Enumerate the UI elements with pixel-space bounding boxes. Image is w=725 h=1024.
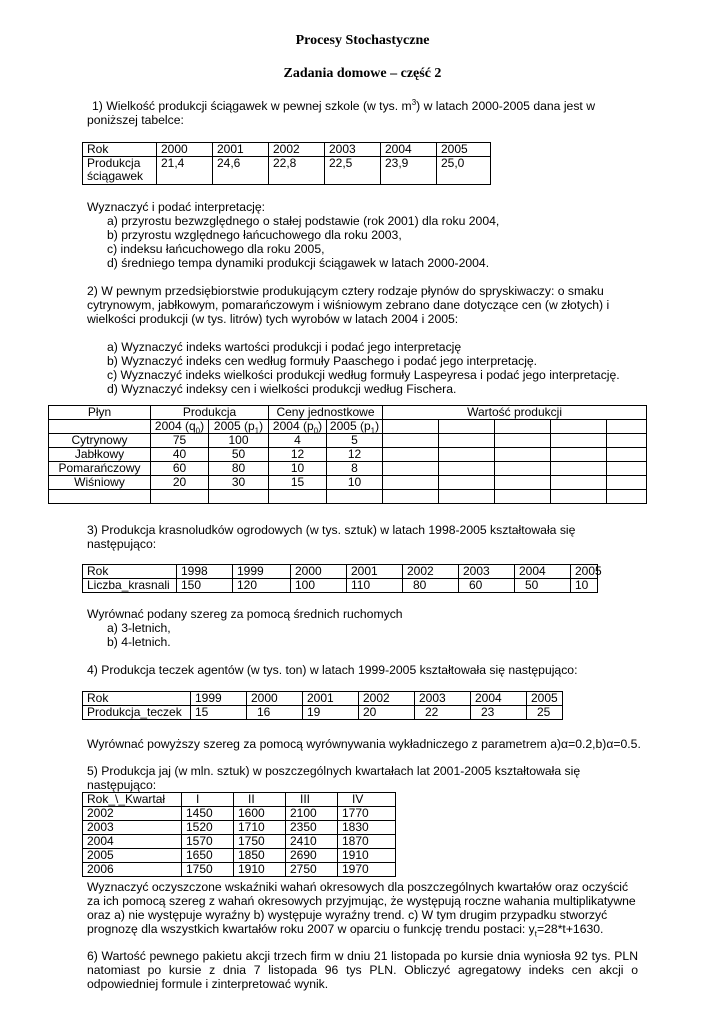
table-cell: 10 (571, 579, 598, 593)
table-cell: 2000 (291, 565, 347, 579)
table-cell (383, 462, 439, 476)
table-cell: 5 (327, 434, 383, 448)
table-cell: 1520 (182, 821, 234, 835)
list-item: a) 3-letnich, (107, 621, 171, 635)
table-cell: 2000 (157, 143, 213, 157)
table-cell (439, 476, 495, 490)
table-cell (607, 462, 647, 476)
table-cell: 8 (327, 462, 383, 476)
table-cell: 30 (209, 476, 269, 490)
table-cell: Rok (83, 143, 157, 157)
table-cell: 1770 (338, 807, 396, 821)
text-line: prognozę dla wszystkich kwartałów roku 2007 w oparciu o funkcję trendu postaci: $y_t=28*t+1630$. (87, 922, 604, 939)
list-item: d) średniego tempa dynamiki produkcji ściągawek w latach 2000-2004. (107, 256, 490, 270)
table-cell (551, 462, 607, 476)
table-cell: 1750 (182, 863, 234, 877)
table-cell: 2005 (83, 849, 182, 863)
table-cell: 15 (269, 476, 327, 490)
table-cell (551, 420, 607, 434)
table-cell: 15 (191, 706, 247, 720)
table-cell: 21,4 (157, 157, 213, 185)
table-cell: 1999 (191, 692, 247, 706)
task1-question: Wyznaczyć i podać interpretację: (87, 200, 266, 214)
text-line: 5) Produkcja jaj (w mln. sztuk) w poszczególnych kwartałach lat 2001-2005 kształtowała się (87, 764, 581, 778)
task5-text (87, 880, 667, 939)
cell-text: Produkcja (87, 156, 141, 170)
list-item: c) Wyznaczyć indeks wielkości produkcji według formuły Laspeyresa i podać jego interpretację. (107, 368, 620, 382)
table-header-cell: Płyn (49, 406, 151, 420)
table-row (49, 462, 647, 476)
table-cell: 2003 (325, 143, 381, 157)
table-cell (607, 420, 647, 434)
text-line: natomiast po kursie z dnia 7 listopada 96 tys PLN. Obliczyć agregatowy indeks cen akcji o (87, 963, 638, 977)
table-cell: 2004 (471, 692, 527, 706)
table-cell: 60 (459, 579, 515, 593)
table-cell (495, 448, 551, 462)
table-cell: 19 (303, 706, 359, 720)
table-cell: 22,5 (325, 157, 381, 185)
table-row (83, 849, 396, 863)
table-header-cell: Ceny jednostkowe (269, 406, 383, 420)
table-row (83, 863, 396, 877)
table-cell: 2004 (83, 835, 182, 849)
table-cell (327, 490, 383, 504)
table-cell: 25,0 (437, 157, 491, 185)
table-cell: 1910 (234, 863, 286, 877)
table-row (83, 565, 598, 579)
table-cell: 2001 (213, 143, 269, 157)
table-cell: 1970 (338, 863, 396, 877)
list-item: b) Wyznaczyć indeks cen według formuły Paaschego i podać jego interpretację. (107, 354, 538, 368)
table-header-cell: II (234, 793, 286, 807)
table-cell: Liczba_krasnali (83, 579, 177, 593)
list-item: b) 4-letnich. (107, 635, 171, 649)
text-line: 2) W pewnym przedsiębiorstwie produkującym cztery rodzaje płynów do spryskiwaczy: o smaku (87, 284, 604, 298)
table-cell: 4 (269, 434, 327, 448)
table-cell: 2002 (403, 565, 459, 579)
table-cell (383, 490, 439, 504)
cell-text: ściągawek (87, 169, 144, 183)
table-cell: 20 (151, 476, 209, 490)
table-cell (151, 490, 209, 504)
table-cell: 2002 (269, 143, 325, 157)
page-subtitle: Zadania domowe – część 2 (283, 66, 442, 81)
table-cell (439, 490, 495, 504)
table-cell: 2004 (515, 565, 571, 579)
table-cell (383, 448, 439, 462)
table-cell (551, 490, 607, 504)
table-cell (495, 462, 551, 476)
table-cell: 2006 (83, 863, 182, 877)
table-cell: 1750 (234, 835, 286, 849)
table-cell: 1850 (234, 849, 286, 863)
table-cell (383, 420, 439, 434)
table-cell: 2350 (286, 821, 338, 835)
text-line: za ich pomocą szereg z wahań okresowych przyjmując, że występują roczne wahania multiplikatywne (87, 894, 636, 908)
table-cell (439, 462, 495, 476)
table-cell: Jabłkowy (49, 448, 151, 462)
table-cell: 12 (269, 448, 327, 462)
text-line: 3) Produkcja krasnoludków ogrodowych (w tys. sztuk) w latach 1998-2005 kształtowała się (87, 523, 576, 537)
task3-question: Wyrównać podany szereg za pomocą średnich ruchomych (87, 607, 403, 621)
table-cell: 50 (515, 579, 571, 593)
task1-intro: 1) Wielkość produkcji ściągawek w pewnej szkole (w tys. $m^3$) w latach 2000-2005 dana jest w (92, 97, 596, 113)
task3-table (82, 564, 602, 593)
text-line: cytrynowym, jabłkowym, pomarańczowym i wiśniowym zebrano dane dotyczące cen (w złotych) i (87, 298, 610, 312)
table-row (83, 143, 491, 157)
table-cell: 80 (209, 462, 269, 476)
list-item: d) Wyznaczyć indeksy cen i wielkości produkcji według Fischera. (107, 382, 457, 396)
table-cell: 25 (527, 706, 563, 720)
table-cell: 2002 (359, 692, 415, 706)
table-header-cell: 2004 $(p_0)$ (269, 420, 327, 434)
list-item: a) przyrostu bezwzględnego o stałej podstawie (rok 2001) dla roku 2004, (107, 214, 500, 228)
text-line: wielkości produkcji (w tys. litrów) tych wyrobów w latach 2004 i 2005: (87, 312, 459, 326)
table-cell (209, 490, 269, 504)
table-cell: 12 (327, 448, 383, 462)
table-cell: 2003 (83, 821, 182, 835)
table-cell: 10 (327, 476, 383, 490)
table-cell: 2002 (83, 807, 182, 821)
table-row (83, 835, 396, 849)
table-cell: Cytrynowy (49, 434, 151, 448)
table-cell: 60 (151, 462, 209, 476)
table-header-cell: 2004 $(q_0)$ (151, 420, 209, 434)
table-row (49, 476, 647, 490)
task4-question: Wyrównać powyższy szereg za pomocą wyrównywania wykładniczego z parametrem a)α=0.2,b)α=0.5. (87, 737, 641, 751)
table-cell: 2004 (381, 143, 437, 157)
table-cell (439, 448, 495, 462)
table-cell (495, 434, 551, 448)
table-cell (383, 434, 439, 448)
table-header-cell: Wartość produkcji (383, 406, 647, 420)
table-cell: 2100 (286, 807, 338, 821)
table-cell: 100 (209, 434, 269, 448)
table-cell: Rok (83, 692, 191, 706)
table-cell: 120 (233, 579, 291, 593)
task3-list (107, 621, 407, 649)
table-cell: 2410 (286, 835, 338, 849)
table-cell (607, 448, 647, 462)
task1-list (107, 214, 627, 270)
table-cell: 50 (209, 448, 269, 462)
table-header-cell: Produkcja (151, 406, 269, 420)
text-line: następująco: (87, 537, 157, 551)
table-cell: 2003 (415, 692, 471, 706)
page-title: Procesy Stochastyczne (295, 33, 430, 48)
table-cell (551, 448, 607, 462)
list-item: a) Wyznaczyć indeks wartości produkcji i podać jego interpretację (107, 340, 462, 354)
table-cell (269, 490, 327, 504)
table-cell: 1998 (177, 565, 233, 579)
text-line: Wyznaczyć oczyszczone wskaźniki wahań okresowych dla poszczególnych kwartałów oraz oczyścić (87, 880, 629, 894)
table-row (49, 490, 647, 504)
table-cell: 1910 (338, 849, 396, 863)
text-line: oraz a) nie występuje wyraźny b) występuje wyraźny trend. c) W tym drugim przypadku stworzyć (87, 908, 608, 922)
table-cell: 1870 (338, 835, 396, 849)
table-row (83, 821, 396, 835)
table-cell (49, 490, 151, 504)
table-cell (49, 420, 151, 434)
table-cell: 110 (347, 579, 403, 593)
table-cell: 22,8 (269, 157, 325, 185)
task1-table (82, 142, 491, 185)
table-cell: 75 (151, 434, 209, 448)
table-cell: 1999 (233, 565, 291, 579)
table-cell: Produkcja_teczek (83, 706, 191, 720)
table-cell: Wiśniowy (49, 476, 151, 490)
table-cell: 1570 (182, 835, 234, 849)
table-row (83, 706, 563, 720)
task3-intro (87, 523, 647, 551)
table-cell: 20 (359, 706, 415, 720)
table-cell (551, 476, 607, 490)
table-cell: 2000 (247, 692, 303, 706)
list-item: b) przyrostu względnego łańcuchowego dla roku 2003, (107, 228, 402, 242)
task4-table (82, 691, 563, 720)
table-cell (495, 490, 551, 504)
table-cell: 2001 (347, 565, 403, 579)
table-row (83, 579, 598, 593)
table-cell (439, 434, 495, 448)
table-row (49, 420, 647, 434)
table-cell: 22 (415, 706, 471, 720)
table-cell: 2005 (571, 565, 598, 579)
table-row (83, 807, 396, 821)
table-cell (495, 476, 551, 490)
task4-intro: 4) Produkcja teczek agentów (w tys. ton) w latach 1999-2005 kształtowała się następująco: (87, 663, 578, 677)
table-row (49, 448, 647, 462)
table-cell: 80 (403, 579, 459, 593)
table-cell (383, 476, 439, 490)
table-header-cell: I (182, 793, 234, 807)
task1-intro-line2: poniższej tabelce: (87, 113, 184, 127)
task2-intro (87, 284, 647, 326)
table-header-cell: 2005 $(p_1)$ (209, 420, 269, 434)
text-line: 6) Wartość pewnego pakietu akcji trzech firm w dniu 21 listopada po kursie dnia wyniosła 92 tys. PLN (87, 949, 638, 963)
table-cell: 2005 (437, 143, 491, 157)
task5-table (82, 792, 396, 877)
table-cell: 2001 (303, 692, 359, 706)
table-row (49, 406, 647, 420)
task2-table (48, 405, 647, 504)
table-cell: Rok (83, 565, 177, 579)
table-cell (607, 476, 647, 490)
table-cell: 40 (151, 448, 209, 462)
table-cell (83, 157, 157, 185)
table-cell: 150 (177, 579, 233, 593)
table-cell: 10 (269, 462, 327, 476)
table-cell: 23,9 (381, 157, 437, 185)
table-header-cell: Rok_\_Kwartał (83, 793, 182, 807)
task6-text (87, 949, 638, 991)
table-cell (607, 490, 647, 504)
task5-intro (87, 764, 647, 792)
table-header-cell: III (286, 793, 338, 807)
table-cell: 23 (471, 706, 527, 720)
table-row (83, 157, 491, 185)
table-cell (439, 420, 495, 434)
table-row (83, 692, 563, 706)
task2-list (107, 340, 647, 396)
table-cell: 24,6 (213, 157, 269, 185)
table-row (49, 434, 647, 448)
table-cell: 2750 (286, 863, 338, 877)
table-cell: Pomarańczowy (49, 462, 151, 476)
table-cell: 100 (291, 579, 347, 593)
table-cell: 2003 (459, 565, 515, 579)
table-cell (607, 434, 647, 448)
text-line: odpowiedniej formule i zinterpretować wynik. (87, 977, 329, 991)
text-line: następująco: (87, 778, 157, 792)
table-header-cell: IV (338, 793, 396, 807)
table-row (83, 793, 396, 807)
table-cell: 1600 (234, 807, 286, 821)
table-cell: 1710 (234, 821, 286, 835)
table-cell: 2005 (527, 692, 563, 706)
table-cell (551, 434, 607, 448)
table-cell: 1650 (182, 849, 234, 863)
table-cell: 16 (247, 706, 303, 720)
table-cell: 2690 (286, 849, 338, 863)
table-header-cell: 2005 $(p_1)$ (327, 420, 383, 434)
table-cell (495, 420, 551, 434)
list-item: c) indeksu łańcuchowego dla roku 2005, (107, 242, 325, 256)
table-cell: 1450 (182, 807, 234, 821)
table-cell: 1830 (338, 821, 396, 835)
